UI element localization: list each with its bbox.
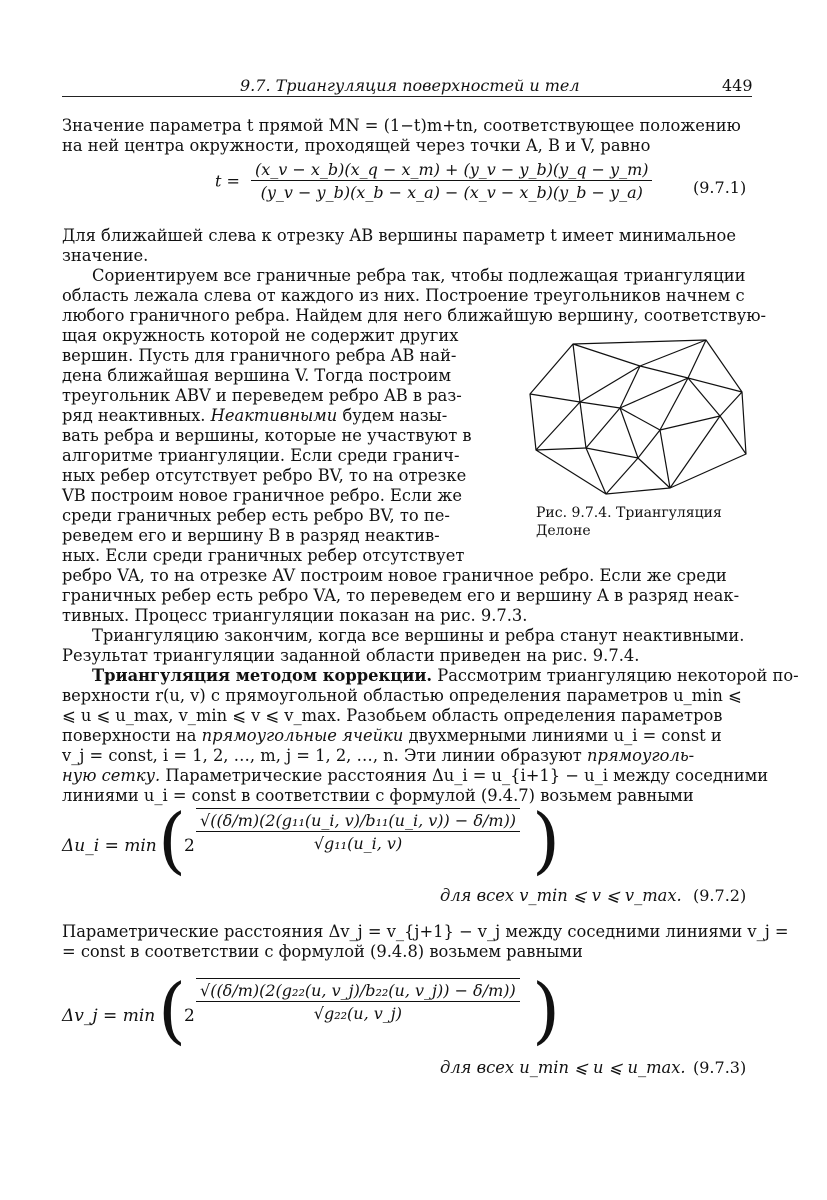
- text-line: VB построим новое граничное ребро. Если же: [62, 486, 463, 505]
- left-paren: (: [158, 968, 187, 1052]
- text-line: реведем его и вершину B в разряд неактив-: [62, 526, 440, 545]
- coefficient-two: 2: [184, 836, 195, 856]
- emphasis-term: ную сетку.: [62, 766, 161, 785]
- equation-9-7-2: [62, 798, 752, 886]
- text-line: на ней центра окружности, проходящей через точки A, B и V, равно: [62, 136, 651, 155]
- equation-denominator: √g₂₂(u, v_j): [313, 1004, 402, 1023]
- text-span: двухмерными линиями u_i = const и: [408, 726, 722, 745]
- text-line: Параметрические расстояния Δv_j = v_{j+1} − v_j между соседними линиями v_j =: [62, 922, 789, 941]
- equation-denominator: √g₁₁(u_i, v): [313, 834, 403, 853]
- equation-lhs: Δu_i = min: [62, 836, 157, 856]
- left-paren: (: [158, 798, 187, 882]
- equation-numerator: √((δ/m)(2(g₁₁(u_i, v)/b₁₁(u_i, v)) − δ/m)): [196, 808, 520, 832]
- text-line: треугольник ABV и переведем ребро AB в раз-: [62, 386, 462, 405]
- right-paren: ): [532, 968, 561, 1052]
- equation-9-7-1: [215, 160, 652, 202]
- text-span: ряд неактивных.: [62, 406, 206, 425]
- text-line: [62, 746, 694, 766]
- coefficient-two: 2: [184, 1006, 195, 1026]
- text-line: дена ближайшая вершина V. Тогда построим: [62, 366, 452, 385]
- header-rule: [62, 96, 752, 97]
- text-span: Рассмотрим триангуляцию некоторой по-: [437, 666, 799, 685]
- text-line: Триангуляцию закончим, когда все вершины и ребра станут неактивными.: [92, 626, 745, 645]
- text-line: любого граничного ребра. Найдем для него ближайшую вершину, соответствую-: [62, 306, 766, 325]
- text-line: ⩽ u ⩽ u_max, v_min ⩽ v ⩽ v_max. Разобьем область определения параметров: [62, 706, 723, 725]
- text-line: тивных. Процесс триангуляции показан на рис. 9.7.3.: [62, 606, 528, 625]
- text-line: алгоритме триангуляции. Если среди гранич-: [62, 446, 460, 465]
- text-line: [62, 726, 722, 746]
- emphasis-term: прямоуголь-: [586, 746, 695, 765]
- text-line: [62, 766, 768, 786]
- text-line: = const в соответствии с формулой (9.4.8) возьмем равными: [62, 942, 583, 961]
- emphasis-term: Неактивными: [210, 406, 338, 425]
- equation-numerator: √((δ/m)(2(g₂₂(u, v_j)/b₂₂(u, v_j)) − δ/m)): [196, 978, 520, 1002]
- equation-condition: для всех u_min ⩽ u ⩽ u_max.: [440, 1058, 686, 1077]
- text-line: Сориентируем все граничные ребра так, чтобы подлежащая триангуляции: [92, 266, 746, 285]
- text-line: [62, 406, 447, 426]
- equation-lhs: t =: [215, 171, 240, 191]
- text-line: значение.: [62, 246, 149, 265]
- equation-condition: для всех v_min ⩽ v ⩽ v_max.: [440, 886, 682, 905]
- text-span: будем назы-: [342, 406, 448, 425]
- text-line: [92, 666, 799, 686]
- text-line: Для ближайшей слева к отрезку AB вершины параметр t имеет минимальное: [62, 226, 736, 245]
- text-line: линиями u_i = const в соответствии с формулой (9.4.7) возьмем равными: [62, 786, 694, 805]
- text-line: среди граничных ребер есть ребро BV, то пе-: [62, 506, 450, 525]
- text-span: v_j = const, i = 1, 2, …, m, j = 1, 2, …, n. Эти линии образуют: [62, 746, 582, 765]
- delaunay-triangulation-figure: [520, 330, 752, 500]
- text-line: область лежала слева от каждого из них. Построение треугольников начнем с: [62, 286, 745, 305]
- text-line: верхности r(u, v) с прямоугольной областью определения параметров u_min ⩽: [62, 686, 742, 705]
- paragraph-heading: Триангуляция методом коррекции.: [92, 666, 433, 685]
- equation-9-7-3: [62, 968, 752, 1056]
- equation-numerator: (x_v − x_b)(x_q − x_m) + (y_v − y_b)(y_q − y_m): [251, 160, 652, 181]
- text-line: граничных ребер есть ребро VA, то переведем его и вершину A в разряд неак-: [62, 586, 740, 605]
- page-number: 449: [722, 76, 753, 95]
- text-line: Результат триангуляции заданной области приведен на рис. 9.7.4.: [62, 646, 640, 665]
- equation-number: (9.7.3): [693, 1058, 747, 1077]
- equation-lhs: Δv_j = min: [62, 1006, 156, 1026]
- equation-denominator: (y_v − y_b)(x_b − x_a) − (x_v − x_b)(y_b − y_a): [260, 183, 643, 202]
- text-line: ных. Если среди граничных ребер отсутствует: [62, 546, 465, 565]
- emphasis-term: прямоугольные ячейки: [201, 726, 404, 745]
- text-line: вать ребра и вершины, которые не участвуют в: [62, 426, 472, 445]
- text-line: ных ребер отсутствует ребро BV, то на отрезке: [62, 466, 467, 485]
- text-line: ребро VA, то на отрезке AV построим новое граничное ребро. Если же среди: [62, 566, 727, 585]
- text-line: вершин. Пусть для граничного ребра AB най-: [62, 346, 457, 365]
- text-span: Параметрические расстояния Δu_i = u_{i+1} − u_i между соседними: [165, 766, 769, 785]
- text-span: поверхности на: [62, 726, 197, 745]
- running-header: 9.7. Триангуляция поверхностей и тел: [240, 76, 580, 95]
- equation-number: (9.7.2): [693, 886, 747, 905]
- text-line: щая окружность которой не содержит других: [62, 326, 459, 345]
- figure-caption: Рис. 9.7.4. Триангуляция Делоне: [536, 505, 722, 539]
- text-line: Значение параметра t прямой MN = (1−t)m+tn, соответствующее положению: [62, 116, 741, 135]
- equation-number: (9.7.1): [693, 178, 747, 197]
- right-paren: ): [532, 798, 561, 882]
